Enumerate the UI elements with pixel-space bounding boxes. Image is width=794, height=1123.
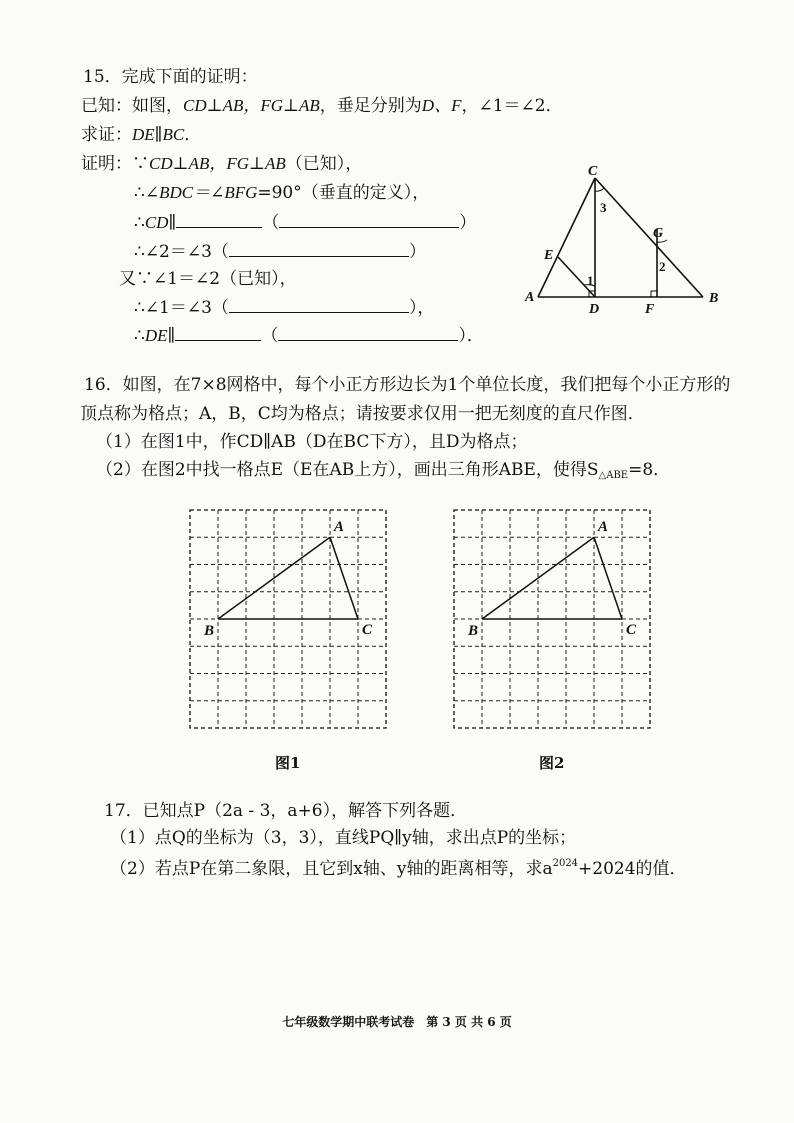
q15-p3-blank-a[interactable] bbox=[176, 211, 262, 228]
q15-p6-end: ）， bbox=[408, 298, 435, 318]
q15-p2-formula: ∠BDC＝∠BFG bbox=[144, 183, 258, 202]
label-angle-2: 2 bbox=[659, 259, 666, 274]
fig1-caption: 图1 bbox=[275, 754, 301, 772]
label-b: B bbox=[709, 291, 719, 306]
q16-item1: （1）在图1中，作CD∥AB（D在BC下方），且D为格点； bbox=[96, 432, 528, 452]
point-b-label: B bbox=[204, 623, 215, 639]
q15-p7-paren-open: （ bbox=[261, 326, 279, 346]
q15-proof-line1 bbox=[81, 153, 362, 175]
q15-p3-formula: CD∥ bbox=[144, 213, 177, 232]
point-b-label: B bbox=[468, 623, 479, 639]
q16-grid-figure-2 bbox=[444, 500, 664, 740]
q15-p7-blank-a[interactable] bbox=[175, 324, 261, 341]
q15-prove-formula: DE∥BC bbox=[132, 125, 185, 144]
q15-given-mid: ，垂足分别为 bbox=[319, 96, 422, 116]
q15-proof-line3 bbox=[134, 211, 476, 234]
segment-ab bbox=[218, 537, 330, 619]
q15-given-formula: CD⊥AB，FG⊥AB bbox=[183, 96, 320, 115]
q16-line2: 顶点称为格点；A，B，C均为格点；请按要求仅用一把无刻度的直尺作图． bbox=[80, 404, 645, 424]
q15-p1-prefix: 证明：∵ bbox=[81, 154, 149, 174]
q17-item1: （1）点Q的坐标为（3，3），直线PQ∥y轴，求出点P的坐标； bbox=[110, 828, 577, 848]
q16-item2-text: （2）在图2中找一格点E（E在AB上方），画出三角形ABE，使得S bbox=[96, 460, 599, 480]
q16-grid-figure-1 bbox=[180, 500, 400, 740]
q16-item2 bbox=[96, 459, 670, 487]
label-g: G bbox=[653, 226, 664, 241]
q15-p2-end: =90°（垂直的定义）， bbox=[257, 183, 430, 203]
q15-p1-formula: CD⊥AB，FG⊥AB bbox=[149, 154, 286, 173]
point-a-label: A bbox=[598, 519, 609, 535]
label-c: C bbox=[588, 164, 598, 179]
q15-p6-text: ∴∠1＝∠3（ bbox=[134, 298, 229, 318]
q16-line1: 16．如图，在7×8网格中，每个小正方形边长为1个单位长度，我们把每个小正方形的 bbox=[84, 375, 731, 395]
q15-p3-blank-b[interactable] bbox=[279, 211, 459, 228]
q15-p1-end: （已知）， bbox=[285, 154, 363, 174]
label-a: A bbox=[525, 290, 535, 305]
q15-p7-formula: DE∥ bbox=[144, 326, 176, 345]
q15-title: 15．完成下面的证明： bbox=[83, 67, 258, 87]
side-cb bbox=[595, 178, 703, 297]
q15-p3-prefix: ∴ bbox=[134, 213, 145, 233]
q15-prove bbox=[81, 124, 201, 146]
q15-triangle-figure bbox=[520, 160, 730, 320]
q15-p7-paren-close: ）． bbox=[458, 326, 484, 346]
angle-3-arc bbox=[595, 188, 604, 191]
q15-p3-paren-open: （ bbox=[262, 213, 280, 233]
q15-prove-end: ． bbox=[184, 125, 202, 145]
q15-p7-prefix: ∴ bbox=[134, 326, 145, 346]
q15-given bbox=[81, 95, 563, 117]
q15-p2-prefix: ∴ bbox=[134, 183, 145, 203]
segment-ac bbox=[594, 537, 622, 619]
segment-ac bbox=[330, 537, 358, 619]
q15-proof-line4 bbox=[134, 240, 426, 263]
label-d: D bbox=[589, 302, 600, 317]
q15-p6-blank[interactable] bbox=[229, 296, 409, 313]
point-a-label: A bbox=[334, 519, 345, 535]
q15-p7-blank-b[interactable] bbox=[278, 324, 458, 341]
q16-item2-subscript: △ABE bbox=[598, 470, 629, 481]
page-footer: 七年级数学期中联考试卷 第 3 页 共 6 页 bbox=[282, 1015, 512, 1029]
label-e: E bbox=[544, 248, 554, 263]
fig2-caption: 图2 bbox=[539, 754, 565, 772]
segment-ab bbox=[482, 537, 594, 619]
q17-item2-end: +2024的值． bbox=[578, 859, 687, 879]
q17-item2-exponent: 2024 bbox=[552, 858, 579, 869]
q15-given-end: ，∠1＝∠2． bbox=[461, 96, 563, 116]
q15-proof-line6 bbox=[134, 296, 434, 319]
q15-given-feet: D、F bbox=[421, 96, 462, 115]
label-angle-3: 3 bbox=[600, 200, 607, 215]
q17-item2-text: （2）若点P在第二象限，且它到x轴、y轴的距离相等，求a bbox=[110, 859, 553, 879]
q15-proof-line5: 又∵∠1＝∠2（已知）， bbox=[119, 269, 297, 289]
right-angle-f bbox=[651, 291, 657, 297]
q15-p3-paren-close: ） bbox=[459, 213, 477, 233]
q17-line1: 17．已知点P（2a - 3，a+6），解答下列各题． bbox=[104, 801, 468, 821]
q15-p4-text: ∴∠2＝∠3（ bbox=[134, 242, 229, 262]
q15-proof-line7 bbox=[134, 324, 484, 347]
q15-given-prefix: 已知：如图， bbox=[81, 96, 183, 116]
q15-prove-prefix: 求证： bbox=[81, 125, 132, 145]
q15-p4-blank[interactable] bbox=[229, 240, 409, 257]
point-c-label: C bbox=[626, 622, 637, 638]
q16-item2-end: =8． bbox=[628, 460, 671, 480]
q15-p4-paren-close: ） bbox=[408, 242, 426, 262]
q15-proof-line2 bbox=[134, 182, 429, 204]
point-c-label: C bbox=[362, 622, 373, 638]
q17-item2 bbox=[110, 853, 687, 880]
label-f: F bbox=[645, 302, 655, 317]
label-angle-1: 1 bbox=[587, 273, 594, 288]
